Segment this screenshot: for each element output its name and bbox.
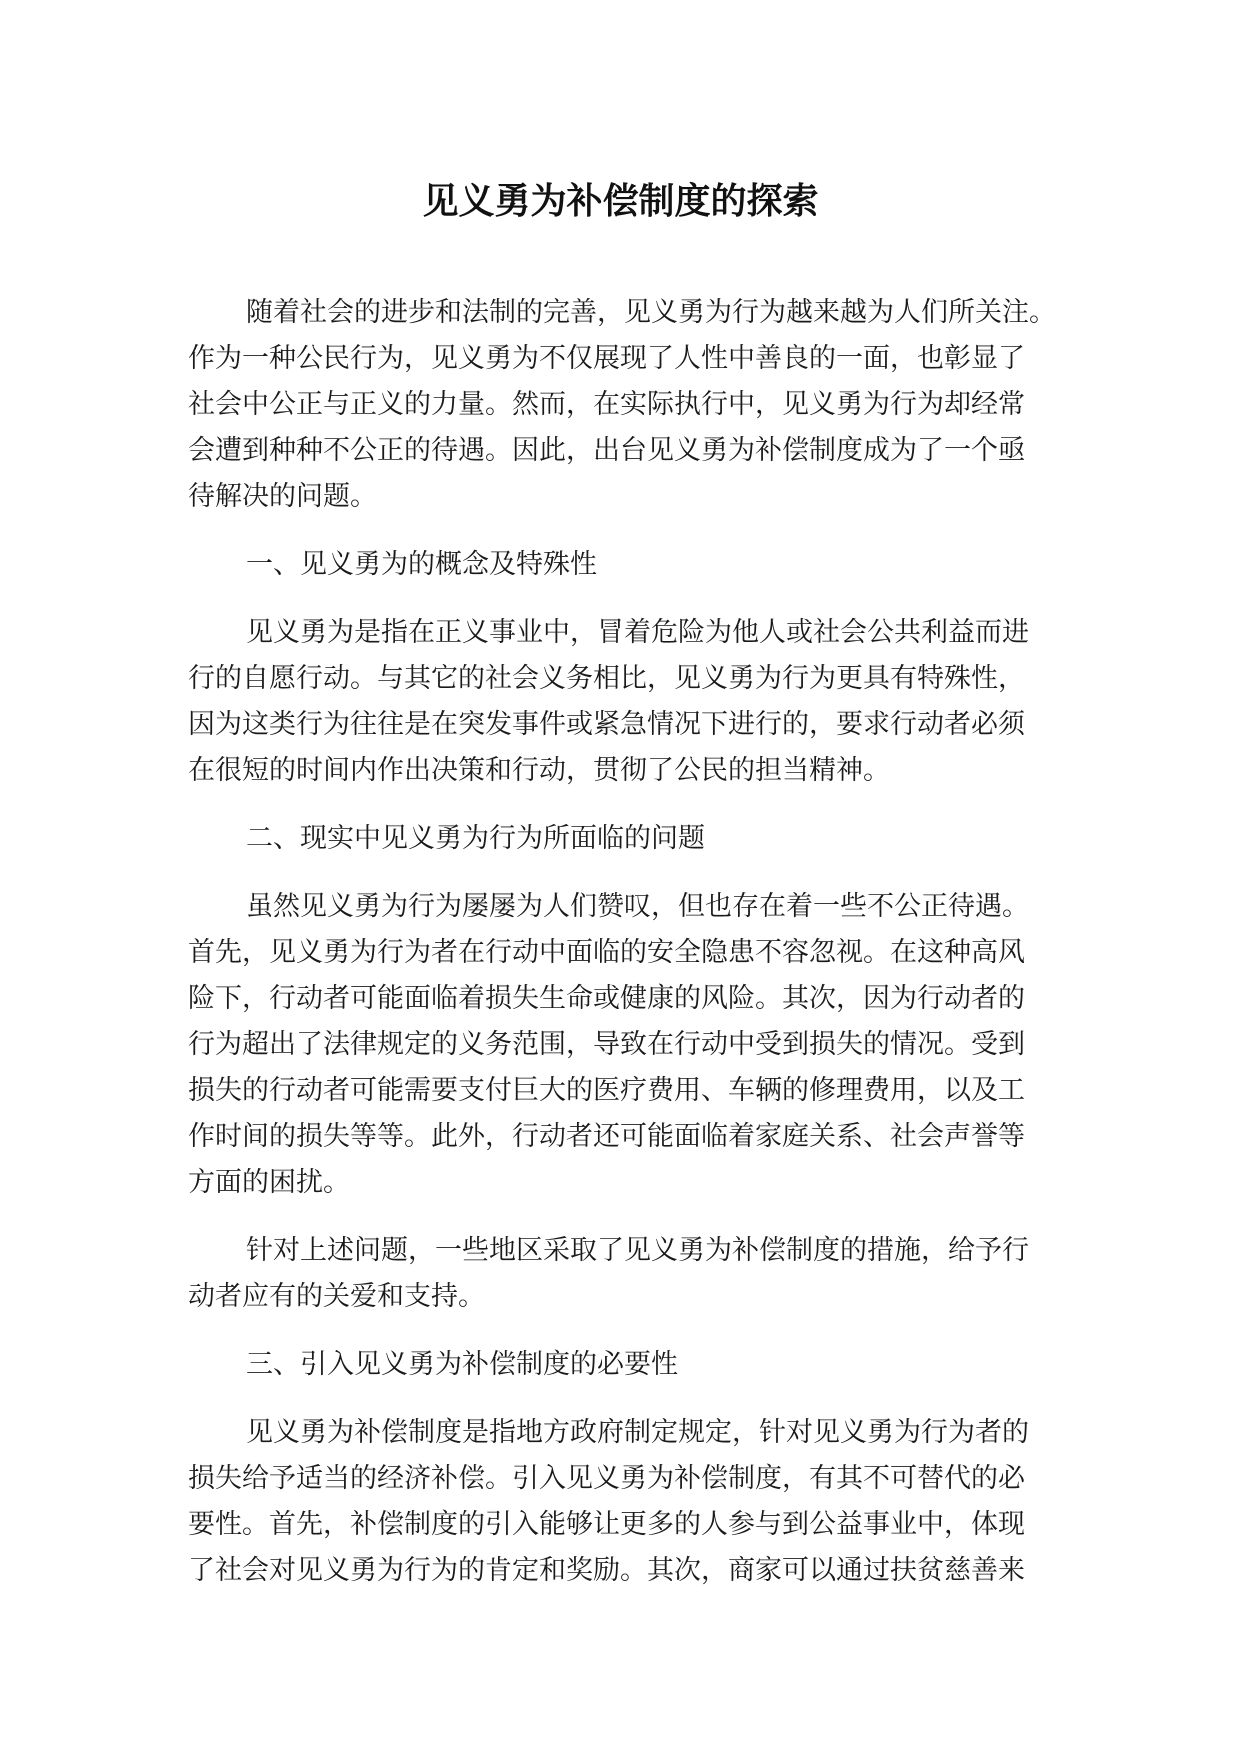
section-heading (188, 816, 1068, 862)
paragraph-line: 作为一种公民行为，见义勇为不仅展现了人性中善良的一面，也彰显了 (188, 343, 1025, 374)
paragraph-line: 方面的困扰。 (188, 1167, 350, 1198)
paragraph-line: 在很短的时间内作出决策和行动，贯彻了公民的担当精神。 (188, 755, 890, 786)
document-body (188, 290, 1068, 1616)
paragraph-line: 会遭到种种不公正的待遇。因此，出台见义勇为补偿制度成为了一个亟 (188, 435, 1025, 466)
heading-text: 一、见义勇为的概念及特殊性 (246, 549, 597, 580)
body-paragraph (188, 1410, 1068, 1594)
paragraph-line: 针对上述问题，一些地区采取了见义勇为补偿制度的措施，给予行 (246, 1235, 1029, 1266)
heading-text: 三、引入见义勇为补偿制度的必要性 (246, 1349, 678, 1380)
paragraph-line: 动者应有的关爱和支持。 (188, 1281, 485, 1312)
body-paragraph (188, 1228, 1068, 1320)
section-heading (188, 542, 1068, 588)
paragraph-line: 行的自愿行动。与其它的社会义务相比，见义勇为行为更具有特殊性， (188, 663, 1025, 694)
paragraph-line: 因为这类行为往往是在突发事件或紧急情况下进行的，要求行动者必须 (188, 709, 1025, 740)
paragraph-line: 见义勇为补偿制度是指地方政府制定规定，针对见义勇为行为者的 (246, 1417, 1029, 1448)
paragraph-line: 行为超出了法律规定的义务范围，导致在行动中受到损失的情况。受到 (188, 1029, 1025, 1060)
paragraph-line: 损失给予适当的经济补偿。引入见义勇为补偿制度，有其不可替代的必 (188, 1463, 1025, 1494)
body-paragraph (188, 610, 1068, 794)
document-title: 见义勇为补偿制度的探索 (422, 181, 819, 222)
paragraph-line: 见义勇为是指在正义事业中，冒着危险为他人或社会公共利益而进 (246, 617, 1029, 648)
paragraph-line: 社会中公正与正义的力量。然而，在实际执行中，见义勇为行为却经常 (188, 389, 1025, 420)
heading-text: 二、现实中见义勇为行为所面临的问题 (246, 823, 705, 854)
paragraph-line: 作时间的损失等等。此外，行动者还可能面临着家庭关系、社会声誉等 (188, 1121, 1025, 1152)
body-paragraph (188, 884, 1068, 1206)
paragraph-line: 损失的行动者可能需要支付巨大的医疗费用、车辆的修理费用，以及工 (188, 1075, 1025, 1106)
paragraph-line: 随着社会的进步和法制的完善，见义勇为行为越来越为人们所关注。 (246, 297, 1056, 328)
paragraph-line: 待解决的问题。 (188, 481, 377, 512)
paragraph-line: 了社会对见义勇为行为的肯定和奖励。其次，商家可以通过扶贫慈善来 (188, 1555, 1025, 1586)
paragraph-line: 险下，行动者可能面临着损失生命或健康的风险。其次，因为行动者的 (188, 983, 1025, 1014)
paragraph-line: 要性。首先，补偿制度的引入能够让更多的人参与到公益事业中，体现 (188, 1509, 1025, 1540)
section-heading (188, 1342, 1068, 1388)
paragraph-line: 虽然见义勇为行为屡屡为人们赞叹，但也存在着一些不公正待遇。 (246, 891, 1029, 922)
body-paragraph (188, 290, 1068, 520)
paragraph-line: 首先，见义勇为行为者在行动中面临的安全隐患不容忽视。在这种高风 (188, 937, 1025, 968)
